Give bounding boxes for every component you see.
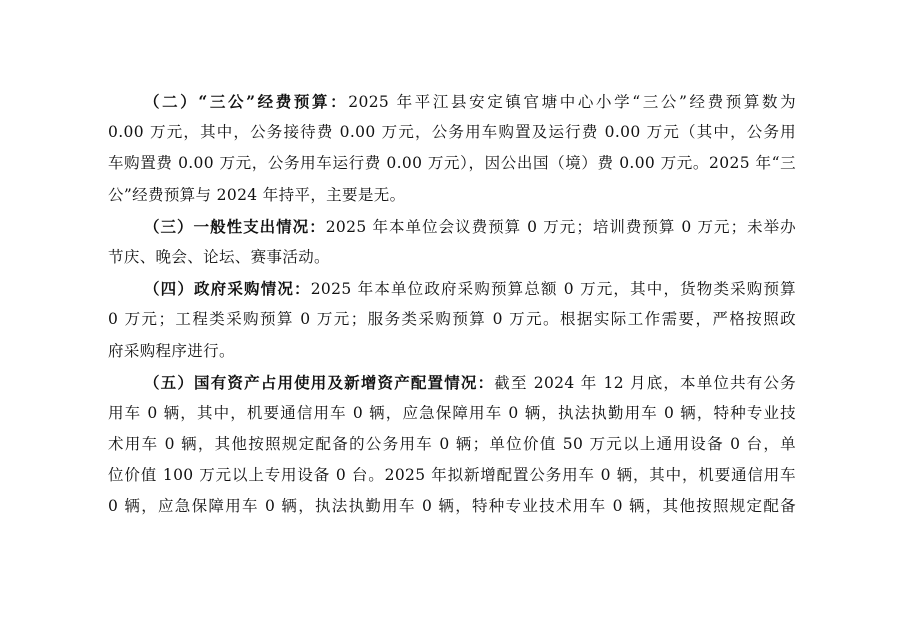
document-body xyxy=(108,86,796,523)
line-text: 位价值 100 万元以上专用设备 0 台。2025 年拟新增配置公务用车 0 辆，其中，机要通信用车 xyxy=(108,466,796,485)
line-text: 府采购程序进行。 xyxy=(108,341,235,360)
section-heading: （三）一般性支出情况： xyxy=(144,216,326,236)
line-text: 用车 0 辆，其中，机要通信用车 0 辆，应急保障用车 0 辆，执法执勤用车 0 辆，特种专业技 xyxy=(108,403,796,422)
paragraph-line xyxy=(108,460,796,491)
line-text: 术用车 0 辆，其他按照规定配备的公务用车 0 辆；单位价值 50 万元以上通用设备 0 台，单 xyxy=(108,435,796,454)
section-heading: （二）“三公”经费预算： xyxy=(144,92,349,111)
line-text: 2025 年本单位政府采购预算总额 0 万元，其中，货物类采购预算 xyxy=(310,280,796,299)
paragraph-line xyxy=(108,86,796,117)
paragraph-line xyxy=(108,148,796,179)
paragraph-line xyxy=(108,336,796,367)
paragraph-line xyxy=(108,429,796,460)
line-text: 0 万元；工程类采购预算 0 万元；服务类采购预算 0 万元。根据实际工作需要，严格按照政 xyxy=(108,310,796,329)
line-text: 0.00 万元，其中，公务接待费 0.00 万元，公务用车购置及运行费 0.00 万元（其中，公务用 xyxy=(108,123,796,142)
section-heading: （五）国有资产占用使用及新增资产配置情况： xyxy=(144,372,495,392)
paragraph-line xyxy=(108,180,796,211)
paragraph-line xyxy=(108,242,796,273)
section-state-assets xyxy=(108,367,796,523)
section-government-procurement xyxy=(108,273,796,367)
section-heading: （四）政府采购情况： xyxy=(144,279,311,299)
line-text: 0 辆，应急保障用车 0 辆，执法执勤用车 0 辆，特种专业技术用车 0 辆，其他按照规定配备 xyxy=(108,497,796,516)
paragraph-line xyxy=(108,398,796,429)
line-text: 车购置费 0.00 万元，公务用车运行费 0.00 万元），因公出国（境）费 0.00 万元。2025 年“三 xyxy=(108,154,796,173)
paragraph-line xyxy=(108,304,796,335)
line-text: 公”经费预算与 2024 年持平，主要是无。 xyxy=(108,185,406,204)
line-text: 2025 年本单位会议费预算 0 万元；培训费预算 0 万元；未举办 xyxy=(325,217,796,236)
section-sanggong-budget xyxy=(108,86,796,211)
line-text: 截至 2024 年 12 月底，本单位共有公务 xyxy=(494,373,796,392)
paragraph-line xyxy=(108,491,796,522)
paragraph-line xyxy=(108,273,796,304)
paragraph-line xyxy=(108,211,796,242)
paragraph-line xyxy=(108,117,796,148)
line-text: 节庆、晚会、论坛、赛事活动。 xyxy=(108,247,330,266)
line-text: 2025 年平江县安定镇官塘中心小学“三公”经费预算数为 xyxy=(348,93,796,111)
section-general-expenditure xyxy=(108,211,796,273)
paragraph-line xyxy=(108,367,796,398)
